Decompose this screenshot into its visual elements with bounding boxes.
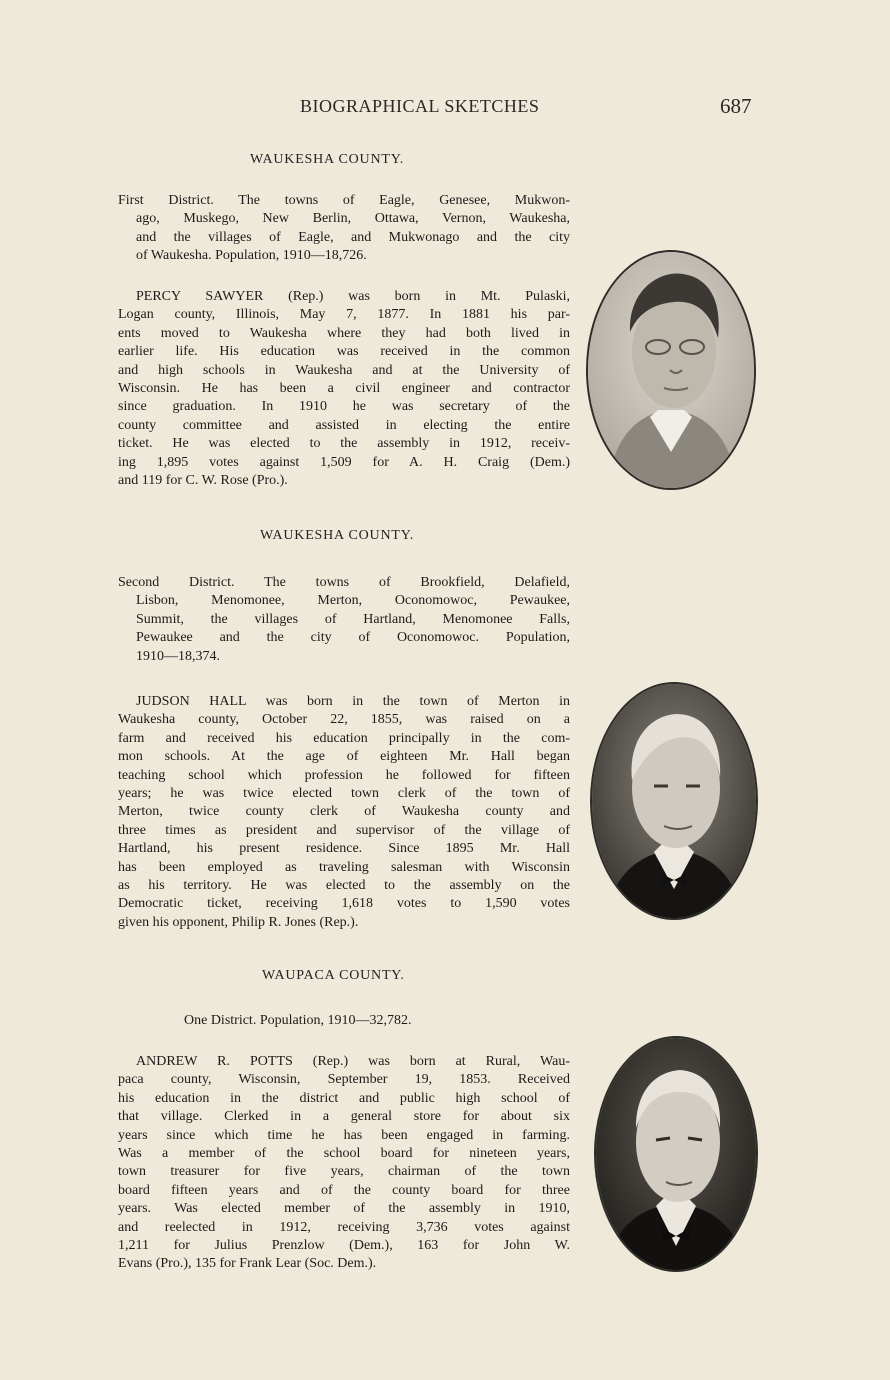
text-line: Wisconsin. He has been a civil engineer and contractor (118, 381, 570, 397)
text-line: teaching school which profession he followed for fifteen (118, 767, 570, 783)
text-line: ANDREW R. POTTS (Rep.) was born at Rural, Wau- (136, 1054, 570, 1069)
text-line: town treasurer for five years, chairman of the town (118, 1164, 570, 1180)
text-line: 1910—18,374. (136, 648, 220, 664)
text-line: ing 1,895 votes against 1,509 for A. H. Craig (Dem.) (118, 454, 570, 470)
text-line: Waukesha county, October 22, 1855, was raised on a (118, 712, 570, 728)
text-line: ticket. He was elected to the assembly in 1912, receiv- (118, 436, 570, 452)
county-heading: WAUKESHA COUNTY. (250, 152, 405, 167)
text-line: since graduation. In 1910 he was secretary of the (118, 399, 570, 415)
text-line: years since which time he has been engaged in farming. (118, 1127, 570, 1143)
text-line: and reelected in 1912, receiving 3,736 votes against (118, 1219, 570, 1235)
text-line: Evans (Pro.), 135 for Frank Lear (Soc. Dem.). (118, 1256, 377, 1272)
portrait-image (588, 252, 754, 488)
text-line: his education in the district and public high school of (118, 1090, 570, 1106)
county-heading: WAUPACA COUNTY. (262, 968, 405, 983)
running-header: BIOGRAPHICAL SKETCHES (300, 96, 540, 116)
text-line: and the villages of Eagle, and Mukwonago and the city (136, 229, 570, 245)
text-line: given his opponent, Philip R. Jones (Rep.). (118, 914, 359, 930)
text-line: JUDSON HALL was born in the town of Merton in (136, 694, 570, 709)
district-description (118, 192, 570, 266)
text-line: and high schools in Waukesha and at the University of (118, 362, 570, 378)
county-heading: WAUKESHA COUNTY. (260, 528, 415, 543)
biography (118, 288, 570, 490)
text-line: Lisbon, Menomonee, Merton, Oconomowoc, Pewaukee, (136, 593, 570, 609)
text-line: 1,211 for Julius Prenzlow (Dem.), 163 for John W. (118, 1238, 570, 1254)
text-line: and 119 for C. W. Rose (Pro.). (118, 473, 288, 489)
text-line: PERCY SAWYER (Rep.) was born in Mt. Pulaski, (136, 289, 570, 304)
text-line: years. Was elected member of the assembly in 1910, (118, 1201, 570, 1217)
text-line: mon schools. At the age of eighteen Mr. Hall began (118, 749, 570, 765)
text-line: ago, Muskego, New Berlin, Ottawa, Vernon, Waukesha, (136, 211, 570, 227)
text-line: three times as president and supervisor of the village of (118, 822, 570, 838)
text-line: has been employed as traveling salesman with Wisconsin (118, 859, 570, 875)
text-line: that village. Clerked in a general store for about six (118, 1109, 570, 1125)
text-line: Democratic ticket, receiving 1,618 votes to 1,590 votes (118, 896, 570, 912)
district-description (184, 1012, 524, 1030)
text-line: years; he was twice elected town clerk of the town of (118, 786, 570, 802)
page-number: 687 (720, 94, 752, 118)
portrait-image (596, 1038, 756, 1270)
text-line: Hartland, his present residence. Since 1895 Mr. Hall (118, 841, 570, 857)
text-line: farm and received his education principally in the com- (118, 730, 570, 746)
biography (118, 693, 570, 932)
text-line: Logan county, Illinois, May 7, 1877. In 1881 his par- (118, 307, 570, 323)
text-line: Pewaukee and the city of Oconomowoc. Population, (136, 630, 570, 646)
district-description (118, 574, 570, 666)
portrait-image (592, 684, 756, 918)
text-line: Second District. The towns of Brookfield, Delafield, (118, 575, 570, 590)
text-line: Summit, the villages of Hartland, Menomonee Falls, (136, 611, 570, 627)
portrait-photo (594, 1036, 758, 1272)
text-line: paca county, Wisconsin, September 19, 1853. Received (118, 1072, 570, 1088)
biography (118, 1053, 570, 1274)
portrait-photo (590, 682, 758, 920)
text-line: ents moved to Waukesha where they had both lived in (118, 325, 570, 341)
text-line: as his territory. He was elected to the assembly on the (118, 878, 570, 894)
text-line: Merton, twice county clerk of Waukesha county and (118, 804, 570, 820)
text-line: county committee and assisted in electing the entire (118, 417, 570, 433)
text-line: One District. Population, 1910—32,782. (184, 1013, 412, 1028)
text-line: of Waukesha. Population, 1910—18,726. (136, 248, 367, 264)
text-line: First District. The towns of Eagle, Genesee, Mukwon- (118, 193, 570, 208)
portrait-photo (586, 250, 756, 490)
text-line: board fifteen years and of the county board for three (118, 1182, 570, 1198)
text-line: Was a member of the school board for nineteen years, (118, 1146, 570, 1162)
text-line: earlier life. His education was received in the common (118, 344, 570, 360)
